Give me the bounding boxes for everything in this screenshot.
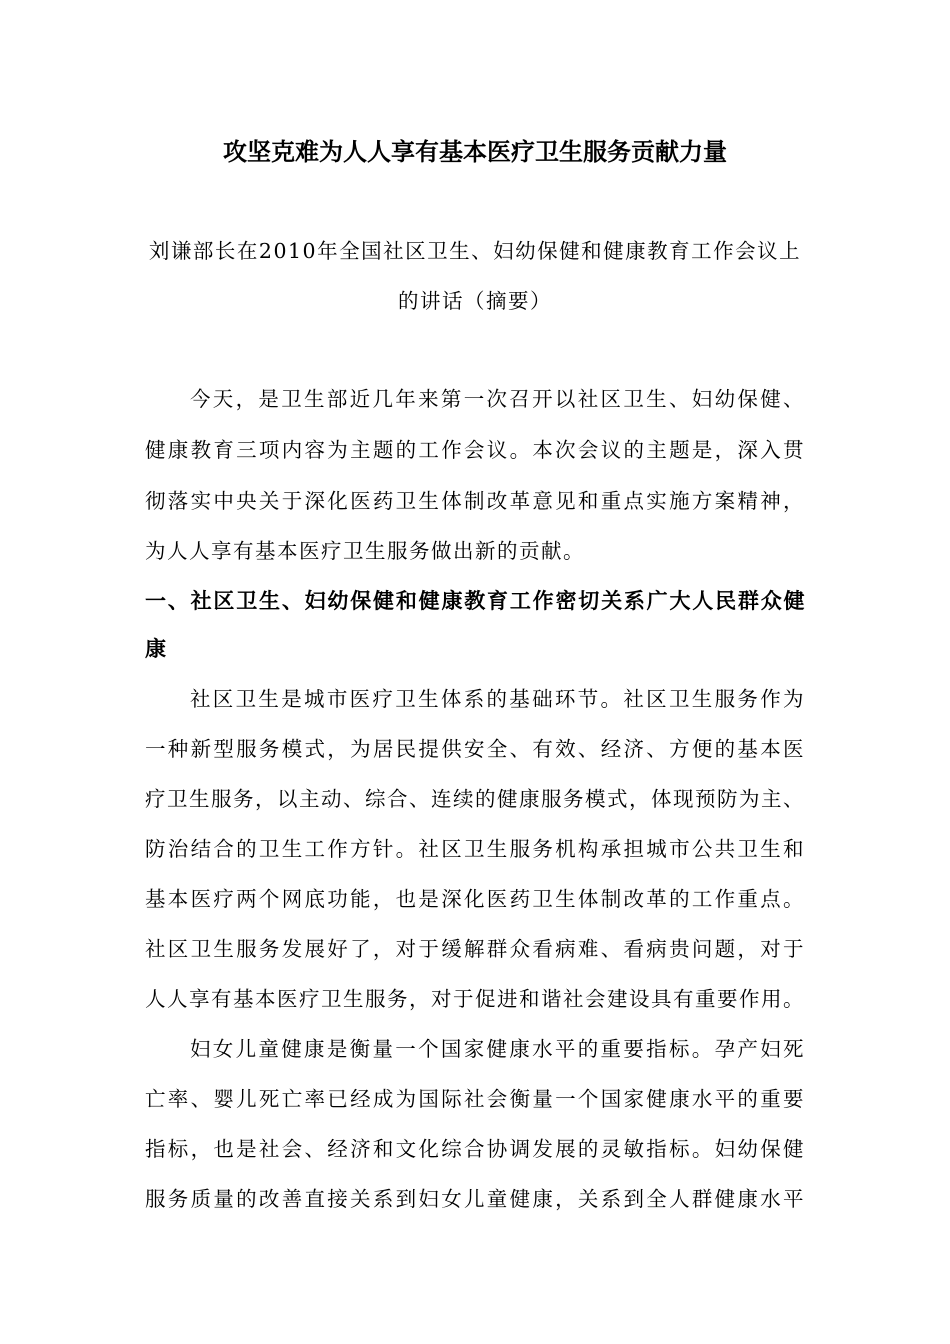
maternal-line-4: 服务质量的改善直接关系到妇女儿童健康，关系到全人群健康水平 (145, 1187, 805, 1211)
subtitle-line-2: 的讲话（摘要） (398, 289, 552, 313)
document-title: 攻坚克难为人人享有基本医疗卫生服务贡献力量 (223, 138, 727, 166)
section-1-heading-line-1: 一、社区卫生、妇幼保健和健康教育工作密切关系广大人民群众健 (145, 589, 805, 613)
community-line-4: 防治结合的卫生工作方针。社区卫生服务机构承担城市公共卫生和 (145, 837, 805, 861)
community-line-2: 一种新型服务模式，为居民提供安全、有效、经济、方便的基本医 (145, 737, 805, 761)
community-line-7: 人人享有基本医疗卫生服务，对于促进和谐社会建设具有重要作用。 (145, 987, 805, 1011)
community-line-6: 社区卫生服务发展好了，对于缓解群众看病难、看病贵问题，对于 (145, 937, 805, 961)
maternal-line-2: 亡率、婴儿死亡率已经成为国际社会衡量一个国家健康水平的重要 (145, 1087, 805, 1111)
maternal-line-3: 指标，也是社会、经济和文化综合协调发展的灵敏指标。妇幼保健 (145, 1137, 805, 1161)
intro-line-2: 健康教育三项内容为主题的工作会议。本次会议的主题是，深入贯 (145, 438, 805, 462)
maternal-line-1: 妇女儿童健康是衡量一个国家健康水平的重要指标。孕产妇死 (190, 1037, 805, 1061)
section-1-heading-line-2: 康 (145, 637, 167, 661)
intro-line-3: 彻落实中央关于深化医药卫生体制改革意见和重点实施方案精神， (145, 489, 805, 513)
subtitle-line-1: 刘谦部长在2010年全国社区卫生、妇幼保健和健康教育工作会议上 (148, 239, 802, 263)
community-line-1: 社区卫生是城市医疗卫生体系的基础环节。社区卫生服务作为 (190, 687, 805, 711)
intro-line-1: 今天，是卫生部近几年来第一次召开以社区卫生、妇幼保健、 (190, 387, 805, 411)
community-line-5: 基本医疗两个网底功能，也是深化医药卫生体制改革的工作重点。 (145, 887, 805, 911)
community-line-3: 疗卫生服务，以主动、综合、连续的健康服务模式，体现预防为主、 (145, 787, 805, 811)
intro-line-4: 为人人享有基本医疗卫生服务做出新的贡献。 (145, 539, 585, 563)
